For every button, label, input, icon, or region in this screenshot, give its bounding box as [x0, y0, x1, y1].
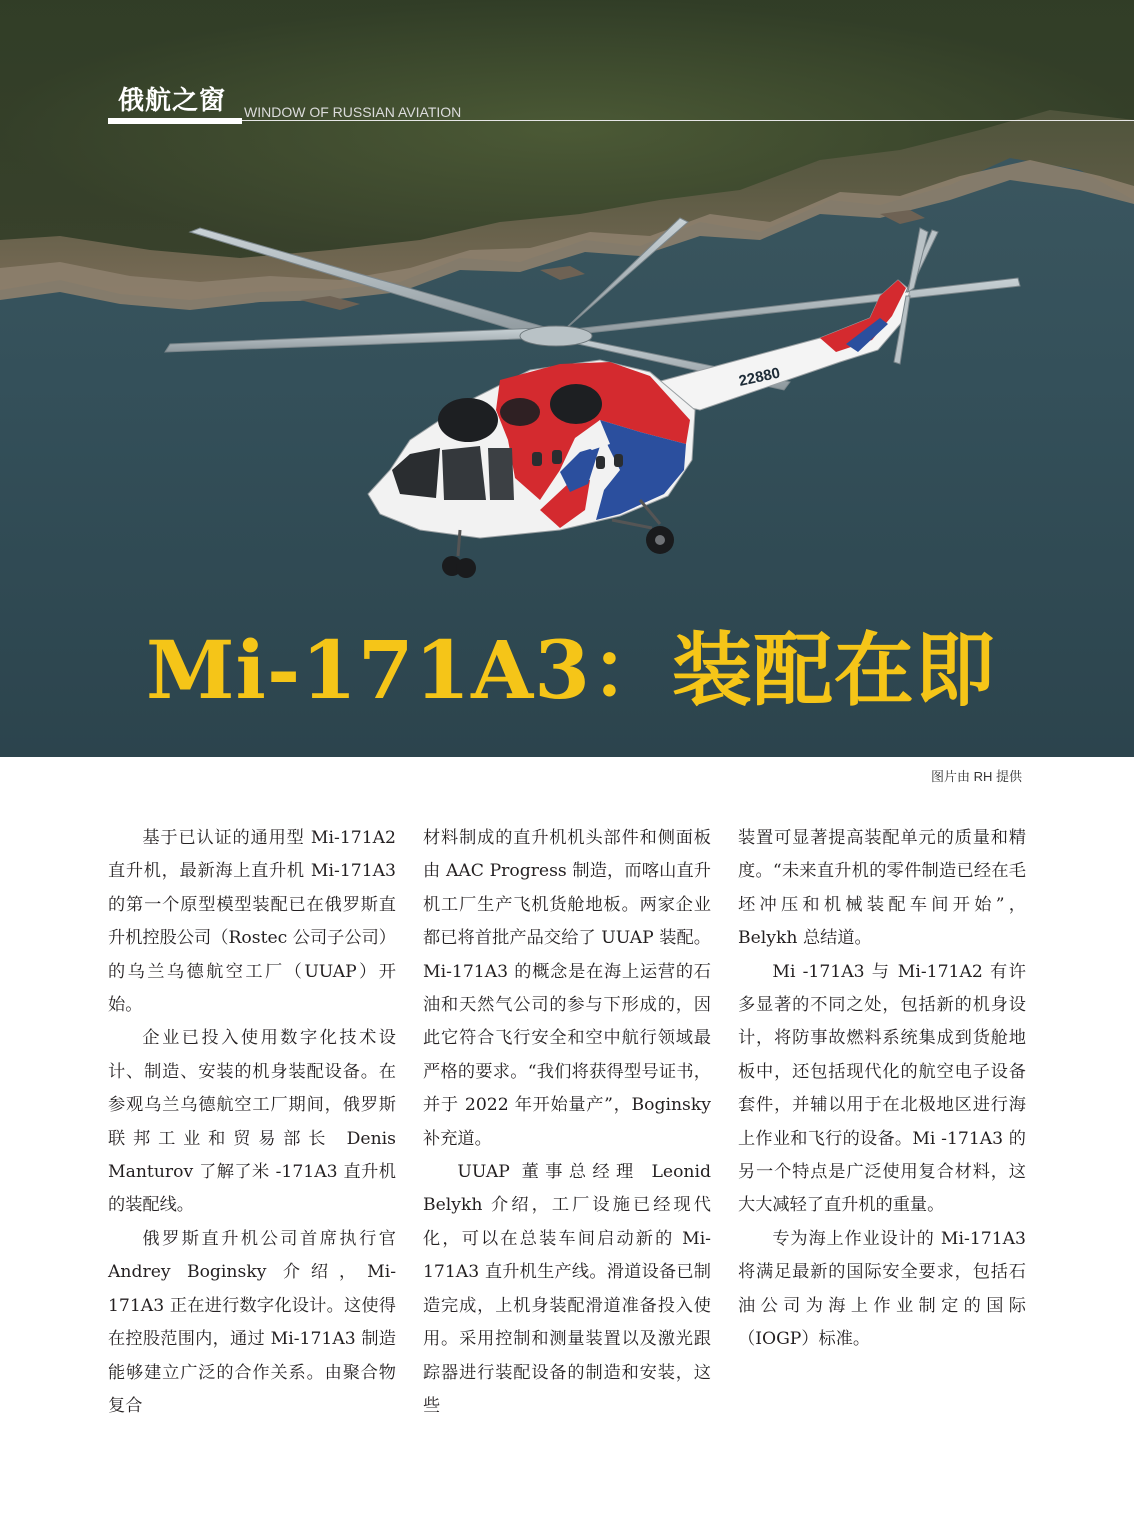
paragraph: 企业已投入使用数字化技术设计、制造、安装的机身装配设备。在参观乌兰乌德航空工厂期间，俄罗斯联邦工业和贸易部长 Denis Manturov 了解了米 -171A3 直升机的装配线。 — [108, 1028, 396, 1216]
article-title: Mi-171A3：装配在即 — [146, 623, 996, 717]
paragraph: 俄罗斯直升机公司首席执行官 Andrey Boginsky 介绍，Mi-171A3 正在进行数字化设计。这使得在控股范围内，通过 Mi-171A3 制造能够建立广泛的合作关系。由聚合物复合 — [108, 1228, 396, 1416]
paragraph: 装置可显著提高装配单元的质量和精度。“未来直升机的零件制造已经在毛坯冲压和机械装配车间开始”，Belykh 总结道。 — [738, 828, 1026, 949]
text-column-1 — [108, 822, 396, 1423]
paragraph: 基于已认证的通用型 Mi-171A2 直升机，最新海上直升机 Mi-171A3 的第一个原型模型装配已在俄罗斯直升机控股公司（Rostec 公司子公司）的乌兰乌德航空工厂（UUAP）开始。 — [108, 828, 396, 1016]
paragraph: 专为海上作业设计的 Mi-171A3 将满足最新的国际安全要求，包括石油公司为海上作业制定的国际（IOGP）标准。 — [738, 1228, 1026, 1350]
text-column-3 — [738, 822, 1026, 1357]
paragraph: UUAP 董事总经理 Leonid Belykh 介绍，工厂设施已经现代化，可以在总装车间启动新的 Mi-171A3 直升机生产线。滑道设备已制造完成，上机身装配滑道准备投入使用。采用控制和测量装置以及激光跟踪器进行装配设备的制造和安装，这些 — [423, 1162, 711, 1416]
hero-photo — [0, 0, 1134, 757]
paragraph: 材料制成的直升机机头部件和侧面板由 AAC Progress 制造，而喀山直升机工厂生产飞机货舱地板。两家企业都已将首批产品交给了 UUAP 装配。Mi-171A3 的概念是在海上运营的石油和天然气公司的参与下形成的，因此它符合飞行安全和空中航行领域最严格的要求。“我们将获得型号证书，并于 2022 年开始量产”，Boginsky 补充道。 — [423, 828, 711, 1149]
section-underline — [108, 118, 242, 124]
paragraph: Mi -171A3 与 Mi-171A2 有许多显著的不同之处，包括新的机身设计，将防事故燃料系统集成到货舱地板中，还包括现代化的航空电子设备套件，并辅以用于在北极地区进行海上作业和飞行的设备。Mi -171A3 的另一个特点是广泛使用复合材料，这大大减轻了直升机的重量。 — [738, 961, 1026, 1216]
header-rule — [242, 120, 1134, 121]
section-subtitle: WINDOW OF RUSSIAN AVIATION — [244, 104, 462, 120]
text-column-2 — [423, 822, 711, 1423]
section-title: 俄航之窗 — [118, 86, 227, 116]
photo-credit: 图片由 RH 提供 — [930, 769, 1022, 784]
tail-number: 22880 — [737, 364, 782, 390]
